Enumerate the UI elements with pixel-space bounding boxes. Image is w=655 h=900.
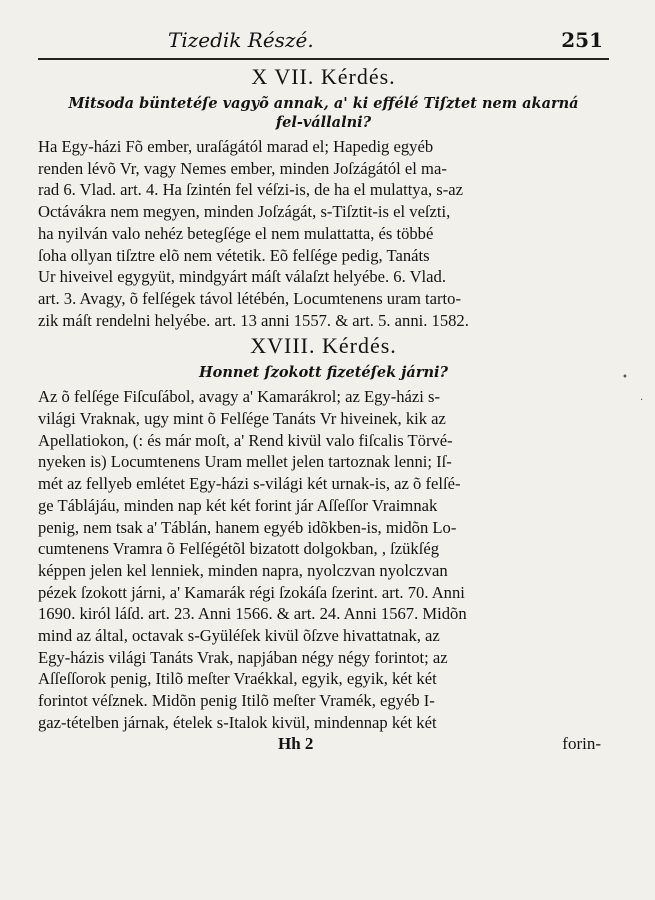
text-line: penig, nem tsak a' Táblán, hanem egyéb idõkben-is, midõn Lo- [38, 517, 457, 537]
text-line: ſoha ollyan tiſztre elõ nem vétetik. Eõ felſége pedig, Tanáts [38, 245, 430, 265]
section-question-18: Honnet ſzokott fizetéſek járni? [198, 364, 449, 382]
text-line: világi Vraknak, ugy mint õ Felſége Tanáts Vr hiveinek, kik az [38, 409, 446, 429]
page-footer [38, 734, 609, 754]
section-body-18 [38, 386, 609, 733]
page-number: 251 [561, 28, 603, 52]
text-line: rad 6. Vlad. art. 4. Ha ſzintén fel véſzi-is, de ha el mulattya, s-az [38, 180, 463, 200]
section-question-17: Mitsoda büntetéſe vagyõ annak, a' ki effélé Tiſztet nem akarná fel-vállalni? [68, 95, 579, 131]
text-line: Az õ felſége Fiſcuſábol, avagy a' Kamarákrol; az Egy-házi s- [38, 387, 440, 407]
running-title: Tizedik Részé. [168, 28, 314, 52]
text-line: Ur hiveivel egygyüt, mindgyárt máſt válaſzt helyébe. 6. Vlad. [38, 267, 446, 287]
text-line: mét az fellyeb emlétet Egy-házi s-világi két urnak-is, az õ felſé- [38, 474, 461, 494]
text-line: cumtenens Vramra õ Felſégétõl bizatott dolgokban, , ſzükſég [38, 539, 439, 559]
text-line: ge Táblájáu, minden nap két két forint jár Aſſeſſor Vraimnak [38, 495, 438, 515]
text-line: Ha Egy-házi Fõ ember, uraſágától marad el; Hapedig egyéb [38, 137, 434, 156]
text-line: gaz-tételben járnak, ételek s-Italok kivül, mindennap két két [38, 712, 437, 732]
text-line: Octávákra nem megyen, minden Joſzágát, s-Tiſztit-is el veſzti, [38, 202, 451, 222]
text-line: forintot véſznek. Midõn penig Itilõ meſter Vramék, egyéb I- [38, 691, 435, 711]
text-line: mind az által, octavak s-Gyüléſek kivül õſzve hivattatnak, az [38, 626, 440, 646]
section-heading-17: X VII. Kérdés. [251, 64, 396, 89]
text-line: art. 3. Avagy, õ felſégek távol létébén, Locumtenens uram tarto- [38, 288, 461, 308]
running-head [38, 28, 609, 52]
text-line: nyeken is) Locumtenens Uram mellet jelen tartoznak lenni; Iſ- [38, 452, 452, 472]
text-line: pézek ſzokott járni, a' Kamarák régi ſzokáſa ſzerint. art. 70. Anni [38, 582, 465, 602]
section-heading-18: XVIII. Kérdés. [250, 333, 397, 359]
text-line: ha nyilván valo nehéz betegſége el nem mulattatta, és többé [38, 223, 434, 243]
text-line: Apellatiokon, (: és már moſt, a' Rend kivül valo fiſcalis Törvé- [38, 430, 453, 450]
text-line: Egy-házis világi Tanáts Vrak, napjában négy négy forintot; az [38, 647, 448, 667]
text-line: 1690. kiról láſd. art. 23. Anni 1566. & art. 24. Anni 1567. Midõn [38, 604, 467, 624]
text-line: zik máſt rendelni helyébe. art. 13 anni 1557. & art. 5. anni. 1582. [38, 310, 469, 330]
text-line: renden lévõ Vr, vagy Nemes ember, minden Joſzágától el ma- [38, 158, 447, 178]
print-speck: · [640, 395, 644, 406]
section-body-17 [38, 136, 609, 331]
text-line: Aſſeſſorok penig, Itilõ meſter Vraékkal, egyik, egyik, két két [38, 669, 437, 689]
signature-mark: Hh 2 [278, 733, 314, 753]
catchword: forin- [562, 733, 601, 753]
text-line: képpen jelen kel lenniek, minden napra, nyolczvan nyolczvan [38, 560, 448, 580]
print-speck: • [622, 372, 628, 383]
header-rule [38, 58, 609, 60]
